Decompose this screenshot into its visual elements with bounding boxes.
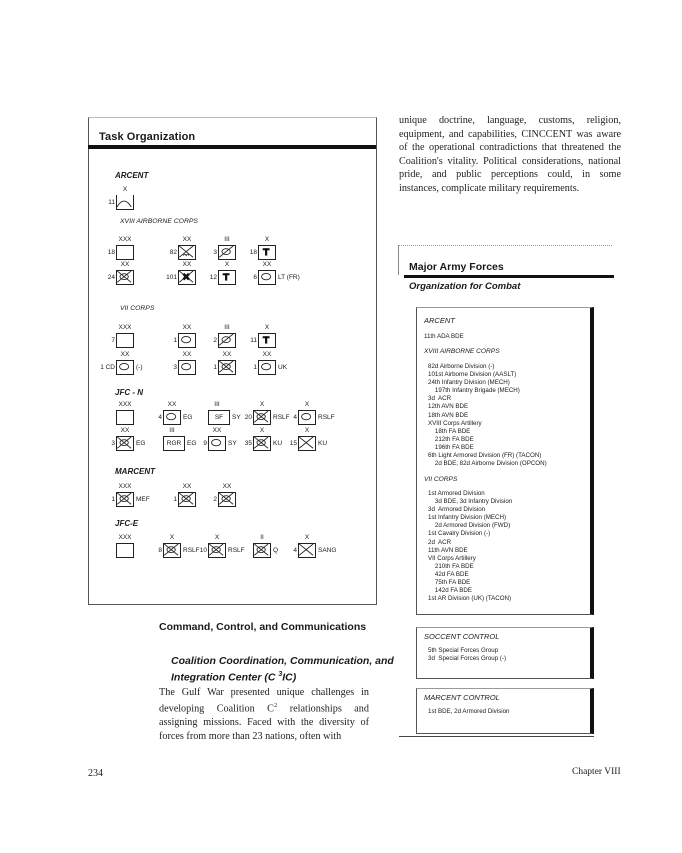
chapter-label: Chapter VIII [572,767,621,777]
unit-number: 6 [253,274,257,281]
c3ic-subheading-line1: Coalition Coordination, Communication, and [171,655,394,667]
command-body-sup: 2 [273,702,278,710]
task-org-heading: XVIII AIRBORNE CORPS [120,218,198,225]
xviii-lines [428,363,547,468]
list-line: VII Corps Artillery [428,554,476,562]
list-line: 12th AVN BDE [428,403,469,411]
unit-symbol-inf [298,543,316,558]
unit-number: 15 [289,440,297,447]
command-body-pre: The Gulf War presented unique challenges in developing Coalition C [159,687,369,715]
unit-symbol-ada [116,195,134,210]
list-line: XVIII Corps Artillery [428,419,482,427]
major-forces-title: Major Army Forces [409,261,504,273]
unit-echelon: XX [182,351,192,358]
major-forces-left-rule [398,245,399,275]
list-line: 1st BDE, 2d Armored Division [428,708,510,715]
unit-symbol-avn [218,270,236,285]
page-number: 234 [88,768,103,779]
list-line: 2d Armored Division (FWD) [428,522,511,530]
unit-echelon: XX [182,483,192,490]
unit-suffix: RSLF [318,414,335,421]
unit-suffix: EG [136,440,146,447]
list-line: 5th Special Forces Group [428,647,499,654]
unit-number: 9 [203,440,207,447]
unit-suffix: Q [273,547,279,554]
unit-symbol-blank [116,410,134,425]
list-line: 1st Armored Division [428,490,485,497]
unit-suffix: EG [183,414,193,421]
unit-symbol-blank [116,333,134,348]
list-line: 1st Infantry Division (MECH) [428,514,507,522]
c3ic-subheading-line2: Integration Center (C [171,671,279,684]
unit-symbol-mech [116,492,134,507]
unit-number: 1 [253,364,257,371]
unit-echelon: X [264,324,270,331]
unit-suffix: SANG [318,547,337,554]
unit-symbol-cav [218,245,236,260]
list-line: 1st Cavalry Division (-) [428,530,491,538]
unit-echelon: XX [262,261,272,268]
xviii-heading: XVIII AIRBORNE CORPS [424,348,500,355]
task-org-heading: MARCENT [115,467,155,476]
unit-echelon: XX [120,427,130,434]
unit-number: 8 [158,547,162,554]
unit-number: 10 [199,547,207,554]
unit-number: 1 [111,496,115,503]
unit-number: 18 [107,249,115,256]
soccent-lines [428,647,506,663]
unit-number: 7 [111,337,115,344]
list-line: 18th AVN BDE [428,411,469,419]
unit-echelon: III [224,324,230,331]
unit-number: 4 [293,547,297,554]
unit-number: 18 [249,249,257,256]
list-line: 3d Armored Division [428,506,486,514]
unit-echelon: XXX [118,401,132,408]
unit-symbol-mech [253,436,271,451]
unit-number: 35 [244,440,252,447]
unit-symbol-armor [116,360,134,375]
unit-symbol-armor [178,333,196,348]
unit-symbol-mech [116,270,134,285]
unit-symbol-avn [258,333,276,348]
unit-number: 11 [108,199,115,206]
unit-suffix: RSLF [273,414,290,421]
task-organization-chart [88,150,375,602]
unit-suffix: SY [228,440,237,447]
unit-suffix: KU [273,440,283,447]
arcent-lines [424,333,464,341]
unit-symbol-mech [116,436,134,451]
c3ic-subheading-end: IC) [282,671,297,684]
unit-number: 4 [158,414,162,421]
unit-echelon: X [259,401,265,408]
unit-suffix: UK [278,364,288,371]
unit-echelon: XXX [118,236,132,243]
unit-symbol-mech [178,492,196,507]
unit-number: 101 [166,274,177,281]
list-line: 3d BDE, 3d Infantry Division [428,498,513,506]
unit-echelon: X [304,427,310,434]
unit-suffix: SY [232,414,241,421]
unit-echelon: XX [182,236,192,243]
unit-echelon: XX [222,483,232,490]
unit-symbol-armor [258,270,276,285]
unit-echelon: X [224,261,230,268]
unit-echelon: III [214,401,220,408]
unit-echelon: X [214,534,220,541]
command-body [159,686,369,743]
list-line: 11th AVN BDE [428,546,468,554]
top-right-paragraph: unique doctrine, language, customs, religion, equipment, and capabilities, CINCCENT was aware of the operational contradictions that threatened the Coalition's vitality. Political considerations, national pride, and public perceptions could, in some instances, complicate military requirements. [399,115,621,194]
unit-echelon: XXX [118,534,132,541]
unit-symbol-text: RGR [163,436,185,451]
unit-number: 2 [213,337,217,344]
list-line: 210th FA BDE [428,562,474,570]
list-line: 11th ADA BDE [424,333,464,340]
unit-number: 2 [213,496,217,503]
unit-symbol-armor [298,410,316,425]
list-line: 196th FA BDE [428,443,474,451]
unit-number: 24 [107,274,115,281]
marcent-lines [428,708,510,716]
unit-symbol-mech [218,492,236,507]
unit-symbol-text: SF [208,410,230,425]
unit-echelon: X [304,534,310,541]
bottom-right-rule [399,736,594,737]
list-line: 212th FA BDE [428,435,474,443]
list-line: 6th Light Armored Division (FR) (TACON) [428,452,542,460]
unit-echelon: XX [262,351,272,358]
list-line: 1st AR Division (UK) (TACON) [428,595,512,603]
unit-number: 1 [173,496,177,503]
marcent-heading: MARCENT CONTROL [424,693,500,702]
unit-symbol-avn [258,245,276,260]
list-line: 42d FA BDE [428,570,469,578]
major-forces-rule [404,275,614,278]
unit-echelon: X [259,427,265,434]
unit-echelon: X [169,534,175,541]
unit-suffix: RSLF [183,547,200,554]
unit-symbol-aaslt [178,270,196,285]
list-line: 24th Infantry Division (MECH) [428,379,510,387]
unit-echelon: II [260,534,264,541]
list-line: 3d ACR [428,395,452,403]
unit-symbol-armor [258,360,276,375]
unit-symbol-mech [208,543,226,558]
unit-suffix: KU [318,440,328,447]
unit-number: 11 [250,337,257,344]
list-line: 3d Special Forces Group (-) [428,655,507,663]
unit-symbol-mech [253,410,271,425]
unit-suffix: (-) [136,364,143,371]
unit-number: 3 [111,440,115,447]
soccent-heading: SOCCENT CONTROL [424,632,500,641]
task-org-heading: ARCENT [115,171,149,180]
unit-symbol-abn [178,245,196,260]
unit-symbol-blank [116,543,134,558]
list-line: 2d ACR [428,538,452,546]
unit-symbol-mech [218,360,236,375]
unit-echelon: XX [167,401,177,408]
unit-symbol-mech [163,543,181,558]
unit-symbol-mech [253,543,271,558]
unit-symbol-armor [178,360,196,375]
list-line: 142d FA BDE [428,587,473,595]
list-line: 101st Airborne Division (AASLT) [428,371,517,379]
unit-echelon: III [169,427,175,434]
unit-symbol-inf [298,436,316,451]
c3ic-subheading [171,655,411,685]
unit-echelon: XX [182,324,192,331]
unit-number: 3 [213,249,217,256]
list-line: 82d Airborne Division (-) [428,363,495,370]
unit-suffix: MEF [136,496,150,503]
unit-symbol-cav [218,333,236,348]
unit-symbol-armor [208,436,226,451]
command-heading: Command, Control, and Communications [159,621,367,633]
unit-echelon: XXX [118,483,132,490]
unit-echelon: XX [120,351,130,358]
task-org-rule [88,145,376,149]
list-line: 18th FA BDE [428,427,471,435]
unit-echelon: XX [212,427,222,434]
unit-echelon: X [304,401,310,408]
c3ic-sup: 3 [278,671,283,678]
unit-suffix: EG [187,440,197,447]
vii-lines [428,490,512,603]
list-line: 2d BDE, 82d Airborne Division (OPCON) [428,460,547,468]
task-org-title: Task Organization [99,131,196,143]
task-org-heading: JFC-E [115,519,139,528]
arcent-box-heading: ARCENT [424,316,455,325]
major-forces-top-rule [399,245,612,246]
major-forces-subtitle: Organization for Combat [409,281,521,292]
unit-echelon: X [264,236,270,243]
unit-number: 1 [173,337,177,344]
unit-echelon: III [224,236,230,243]
unit-suffix: LT (FR) [278,274,300,281]
vii-heading: VII CORPS [424,476,458,483]
unit-number: 3 [173,364,177,371]
unit-number: 20 [244,414,252,421]
unit-number: 1 CD [100,364,115,371]
unit-symbol-armor [163,410,181,425]
task-org-heading: VII CORPS [120,305,155,312]
unit-echelon: XX [222,351,232,358]
unit-symbol-blank [116,245,134,260]
unit-number: 82 [169,249,177,256]
list-line: 75th FA BDE [428,579,471,587]
unit-echelon: XX [182,261,192,268]
unit-suffix: RSLF [228,547,245,554]
command-body-post: relationships and assigning missions. Faced with the diversity of forces from more than 23 nations, often with [159,703,369,742]
unit-number: 12 [209,274,217,281]
unit-number: 4 [293,414,297,421]
task-org-heading: JFC - N [115,388,143,397]
unit-number: 1 [213,364,217,371]
list-line: 197th Infantry Brigade (MECH) [428,387,520,395]
unit-echelon: XX [120,261,130,268]
unit-echelon: X [122,186,128,193]
unit-echelon: XXX [118,324,132,331]
